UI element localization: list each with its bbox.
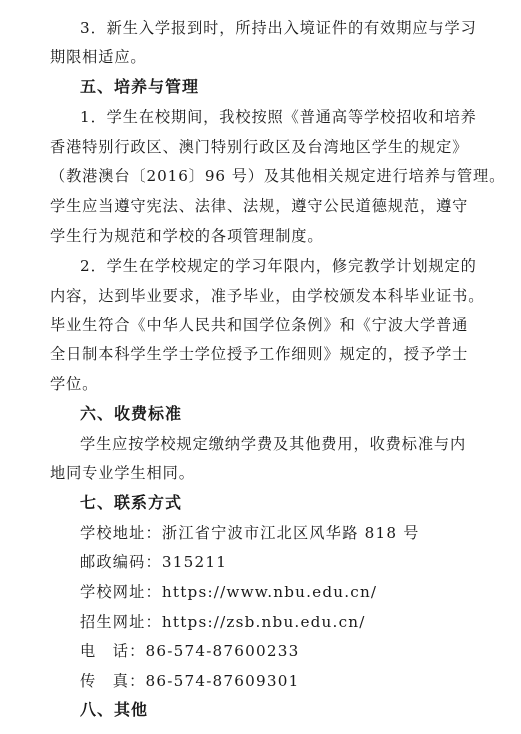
paragraph-line: 全日制本科学生学士学位授予工作细则》规定的，授予学士	[50, 345, 469, 363]
section-heading: 七、联系方式	[80, 493, 183, 512]
paragraph-line: 香港特别行政区、澳门特别行政区及台湾地区学生的规定》	[50, 138, 469, 156]
contact-fax: 传 真：86-574-87609301	[80, 672, 300, 690]
contact-postcode: 邮政编码：315211	[80, 553, 228, 571]
paragraph-line: 2．学生在学校规定的学习年限内，修完教学计划规定的	[80, 257, 477, 275]
paragraph-line: 内容，达到毕业要求，准予毕业，由学校颁发本科毕业证书。	[50, 287, 485, 305]
paragraph-line: 地同专业学生相同。	[50, 464, 195, 482]
section-heading: 八、其他	[80, 700, 149, 719]
section-heading: 六、收费标准	[80, 404, 183, 423]
contact-phone: 电 话：86-574-87600233	[80, 642, 300, 660]
paragraph-line: 学生应按学校规定缴纳学费及其他费用，收费标准与内	[80, 435, 467, 453]
paragraph-line: 1．学生在校期间，我校按照《普通高等学校招收和培养	[80, 108, 477, 126]
paragraph-line: 学生应当遵守宪法、法律、法规，遵守公民道德规范，遵守	[50, 197, 469, 215]
paragraph-line: 毕业生符合《中华人民共和国学位条例》和《宁波大学普通	[50, 316, 469, 334]
contact-school-website: 学校网址：https://www.nbu.edu.cn/	[80, 583, 378, 601]
paragraph-line: 学生行为规范和学校的各项管理制度。	[50, 227, 324, 245]
paragraph-line: 期限相适应。	[50, 48, 147, 66]
paragraph-line: 学位。	[50, 375, 99, 393]
paragraph-line: （教港澳台〔2016〕96 号）及其他相关规定进行培养与管理。	[50, 167, 506, 185]
contact-admissions-website: 招生网址：https://zsb.nbu.edu.cn/	[80, 613, 366, 631]
paragraph-line: 3．新生入学报到时，所持出入境证件的有效期应与学习	[80, 19, 477, 37]
contact-address: 学校地址：浙江省宁波市江北区风华路 818 号	[80, 524, 420, 542]
section-heading: 五、培养与管理	[80, 77, 200, 96]
